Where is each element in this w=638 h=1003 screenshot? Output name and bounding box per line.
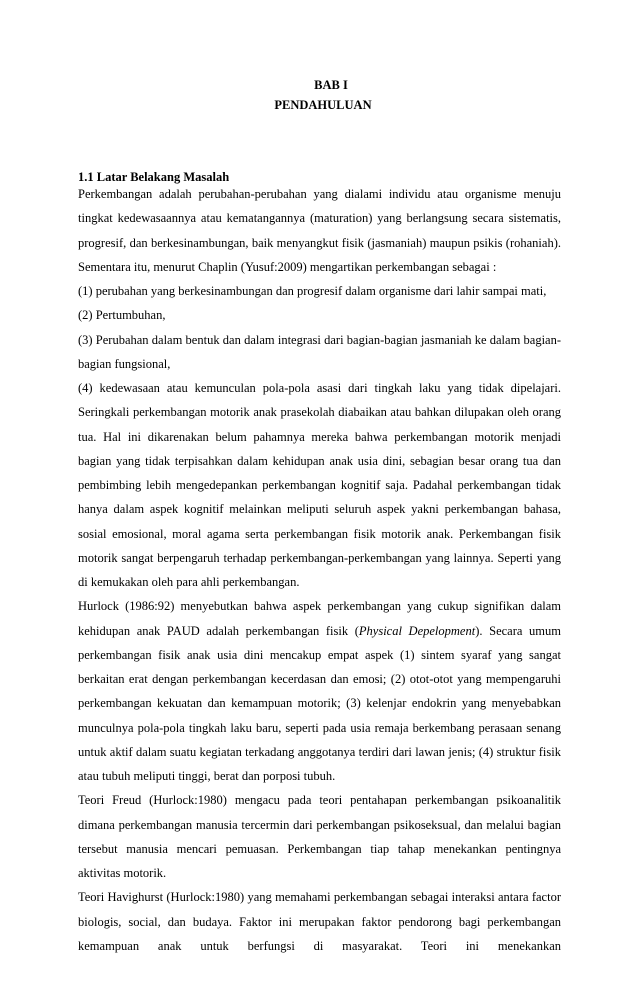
hurlock-text-after: ). Secara umum perkembangan fisik anak usia dini mencakup empat aspek (1) sintem syaraf yang sangat berkaitan erat dengan perkembangan kecerdasan dan emosi; (2) otot-otot yang mempengaruhi perkembangan kekuatan dan kemampuan motorik; (3) kelenjar endokrin yang menyebabkan munculnya pola-pola tingkah laku baru, seperti pada usia remaja berkembang perasaan senang untuk aktif dalam suatu kegiatan terkadang anggotanya terdiri dari lawan jenis; (4) struktur fisik atau tubuh meliputi tinggi, berat dan porposi tubuh. [78,623,561,783]
hurlock-italic-term: Physical Depelopment [358,623,476,638]
chapter-title: PENDAHULUAN [274,98,372,112]
list-item-3: (3) Perubahan dalam bentuk dan dalam integrasi dari bagian-bagian jasmaniah ke dalam bagian-bagian fungsional, [78,332,561,371]
chapter-number: BAB I [314,78,348,92]
section-heading: 1.1 Latar Belakang Masalah [78,170,230,184]
paragraph-havighurst: Teori Havighurst (Hurlock:1980) yang memahami perkembangan sebagai interaksi antara factor biologis, social, dan budaya. Faktor ini merupakan faktor pendorong bagi perkembangan kemampuan anak untuk berfungsi di masyarakat. Teori ini menekankan [78,890,561,953]
paragraph-freud: Teori Freud (Hurlock:1980) mengacu pada teori pentahapan perkembangan psikoanalitik dimana perkembangan manusia tercermin dari perkembangan psikoseksual, dan melalui bagian tersebut manusia mencari pemuasan. Perkembangan tiap tahap menekankan pentingnya aktivitas motorik. [78,793,561,880]
paragraph-hurlock [78,594,561,788]
paragraph-definition: Perkembangan adalah perubahan-perubahan yang dialami individu atau organisme menuju tingkat kedewasaannya atau kematangannya (maturation) yang berlangsung secara sistematis, progresif, dan berkesinambungan, baik menyangkut fisik (jasmaniah) maupun psikis (rohaniah). Sementara itu, menurut Chaplin (Yusuf:2009) mengartikan perkembangan sebagai : [78,187,561,274]
body-text [78,182,561,958]
list-item-2: (2) Pertumbuhan, [78,308,166,323]
list-item-1: (1) perubahan yang berkesinambungan dan progresif dalam organisme dari lahir sampai mati, [78,284,547,298]
list-item-4: (4) kedewasaan atau kemunculan pola-pola asasi dari tingkah laku yang tidak dipelajari. Seringkali perkembangan motorik anak prasekolah diabaikan atau bahkan dilupakan oleh orang tua. Hal ini dikarenakan belum pahamnya mereka bahwa perkembangan motorik menjadi bagian yang tidak terpisahkan dalam kehidupan anak usia dini, sebagian besar orang tua dan pembimbing lebih mengedepankan perkembangan kognitif saja. Padahal perkembangan tidak hanya dalam aspek kognitif melainkan meliputi seluruh aspek yakni perkembangan bahasa, sosial emosional, moral agama serta perkembangan fisik motorik anak. Perkembangan fisik motorik sangat berpengaruh terhadap perkembangan-perkembangan yang lainnya. Seperti yang di kemukakan oleh para ahli perkembangan. [78,381,561,589]
hurlock-text-before: Hurlock (1986:92) menyebutkan bahwa aspek perkembangan yang cukup signifikan dalam kehidupan anak PAUD adalah perkembangan fisik ( [78,599,561,638]
